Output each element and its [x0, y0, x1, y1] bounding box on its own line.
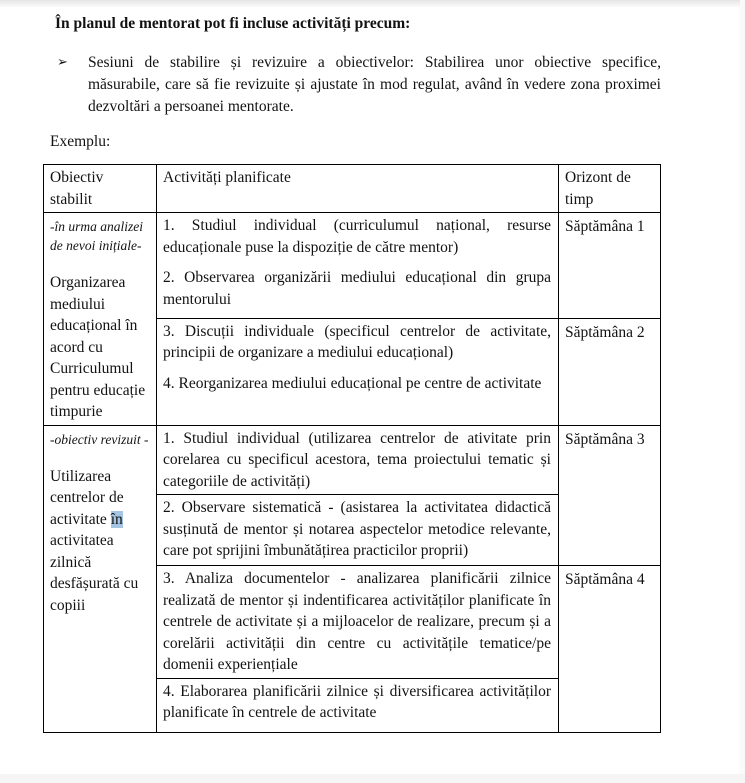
activities-cell-week1 [157, 213, 559, 319]
bullet-paragraph [57, 52, 661, 118]
table-row [44, 213, 661, 319]
activity-item: 1. Studiul individual (utilizarea centrelor de ativitate prin corelarea cu specificul acestora, tema proiectului tematic și categoriile de activități) [163, 429, 551, 490]
activities-cell-week3b [157, 495, 559, 566]
time-cell-week2: Săptămâna 2 [559, 318, 661, 425]
document-content [43, 0, 661, 733]
objective-2-cell [44, 425, 157, 732]
mentoring-plan-table [43, 164, 661, 733]
header-cell-horizon: Orizont de timp [559, 165, 661, 213]
activity-item: 4. Reorganizarea mediului educațional pe centre de activitate [163, 374, 542, 392]
objective-2-text-after: activitatea zilnică desfășurată cu copiii [50, 532, 139, 614]
objective-2-text [50, 466, 149, 617]
activities-cell-week4a [157, 566, 559, 679]
header-cell-activities: Activități planificate [157, 165, 559, 213]
activity-item: 3. Analiza documentelor - analizarea planificării zilnice realizată de mentor și indentificarea activităților planificate în centrele de activitate și a mijloacelor de realizare, precum și a corelării activității din centre cu activitățile tematice/pe domenii experiențiale [163, 570, 551, 673]
page-bottom-edge [0, 774, 745, 783]
time-cell-week4: Săptămâna 4 [559, 566, 661, 733]
activities-cell-week4b [157, 678, 559, 732]
activities-cell-week3a [157, 425, 559, 495]
objective-1-note: -în urma analizei de nevoi inițiale- [50, 219, 143, 253]
document-heading: În planul de mentorat pot fi incluse activități precum: [55, 15, 411, 32]
page-right-edge [740, 0, 745, 783]
time-cell-week1: Săptămâna 1 [559, 213, 661, 319]
activity-item: 3. Discuții individuale (specificul centrelor de activitate, principii de organizare a mediului educațional) [163, 322, 551, 362]
activity-item: 2. Observarea organizării mediului educațional din grupa mentorului [163, 269, 551, 308]
arrow-bullet-icon: ➢ [57, 54, 68, 69]
objective-2-text-before: Utilizarea centrelor de activitate [50, 467, 124, 528]
activity-item: 4. Elaborarea planificării zilnice și diversificarea activităților planificate în centrele de activitate [163, 682, 551, 721]
activity-item: 2. Observare sistematică - (asistarea la activitatea didactică susținută de mentor și notarea aspectelor metodice relevante, care pot sprijini îmbunătățirea practicilor proprii) [163, 499, 551, 559]
objective-2-note: -obiectiv revizuit - [50, 431, 149, 447]
activity-item: 1. Studiul individual (curriculumul național, resurse educaționale puse la dispoziție de către mentor) [163, 217, 551, 256]
bullet-paragraph-text: Sesiuni de stabilire și revizuire a obiectivelor: Stabilirea unor obiective specifice, măsurabile, care să fie revizuite și ajustate în mod regulat, având în vedere zona proximei dezvoltări a persoanei mentorate. [88, 54, 661, 115]
header-cell-objective: Obiectiv stabilit [44, 165, 157, 213]
table-header-row [44, 165, 661, 213]
table-row [44, 425, 661, 495]
activities-cell-week2 [157, 318, 559, 425]
example-label: Exemplu: [50, 133, 111, 150]
selection-highlight: în [110, 510, 123, 528]
time-cell-week3: Săptămâna 3 [559, 425, 661, 566]
objective-1-cell [44, 213, 157, 426]
objective-1-text: Organizarea mediului educațional în acord cu Curriculumul pentru educație timpurie [50, 274, 146, 420]
